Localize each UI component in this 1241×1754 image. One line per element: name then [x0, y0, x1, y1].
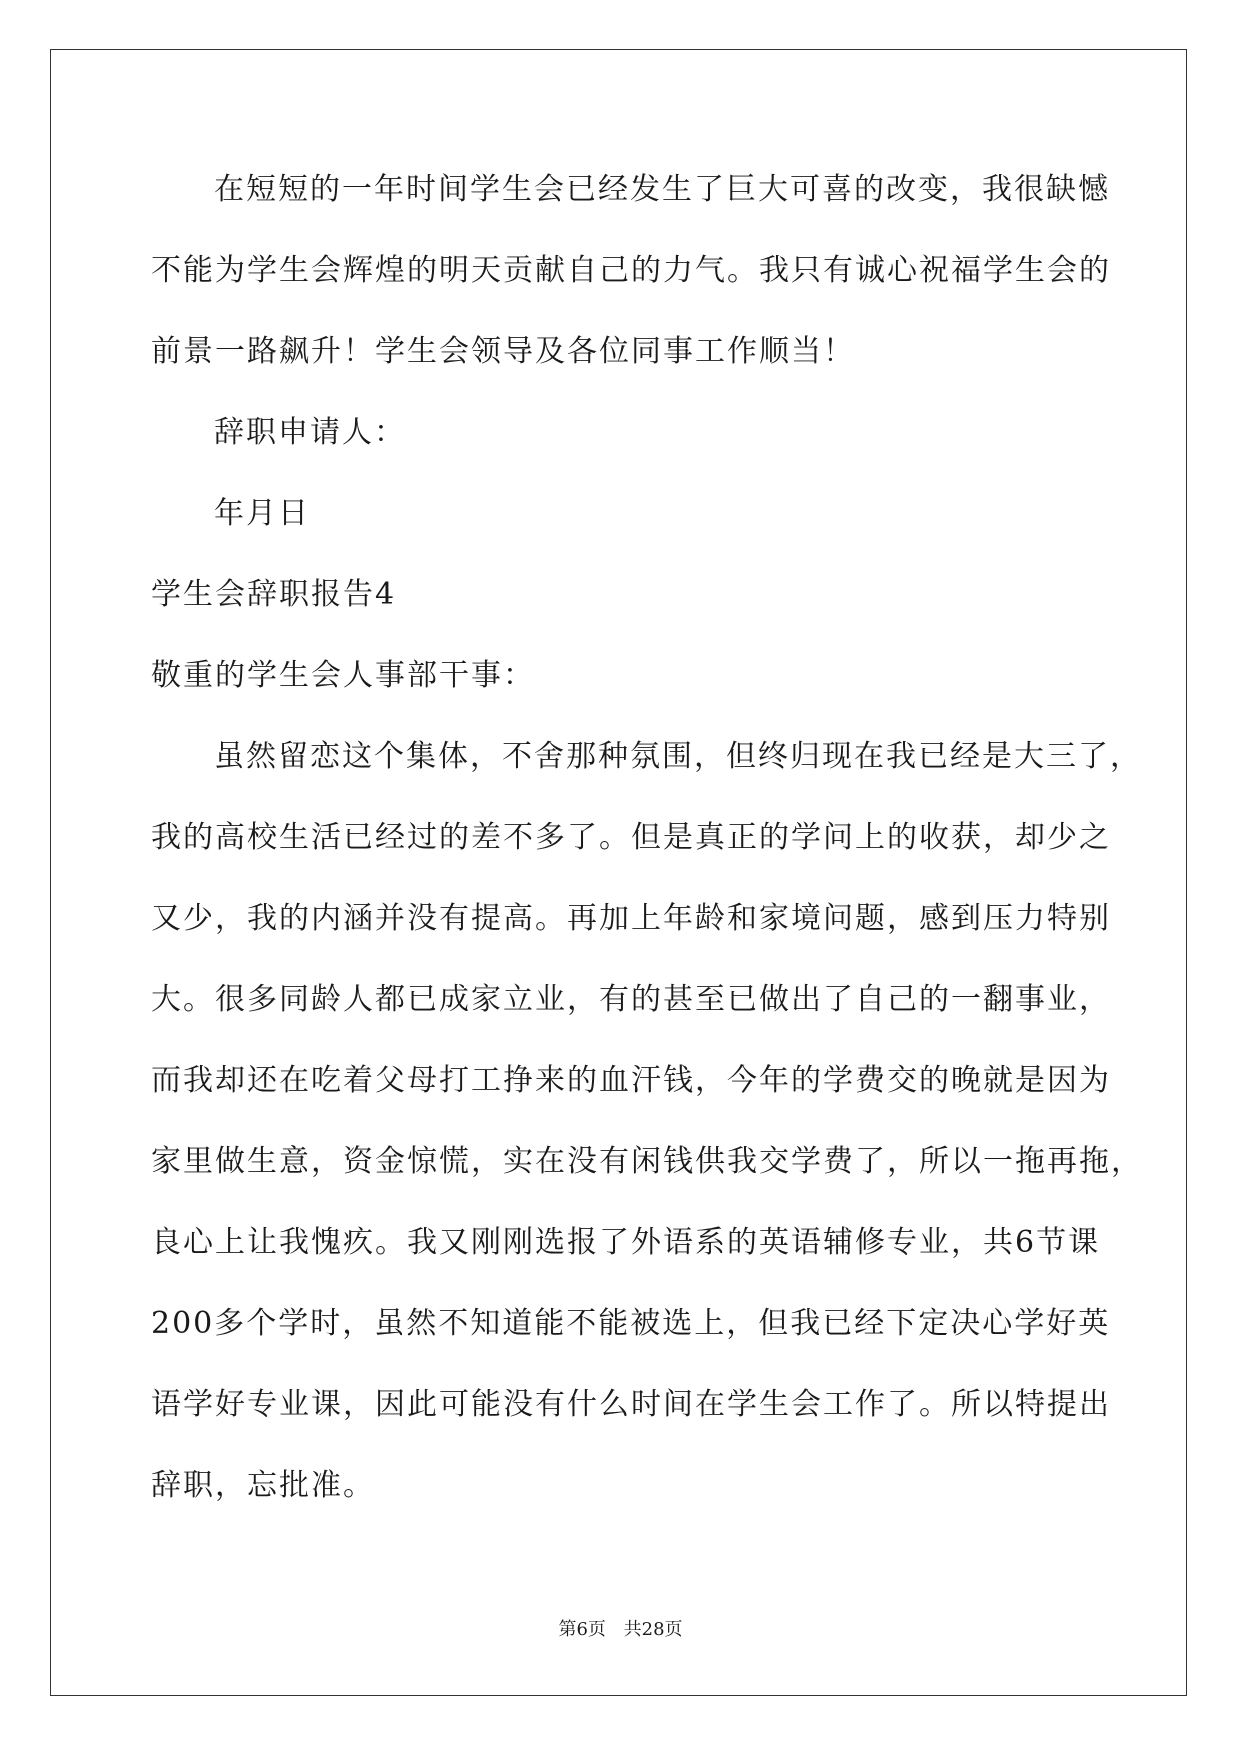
- paragraph-line: 虽然留恋这个集体，不舍那种氛围，但终归现在我已经是大三了，: [214, 739, 1142, 774]
- paragraph-line: 前景一路飙升！学生会领导及各位同事工作顺当！: [151, 334, 855, 369]
- page-total: 共28页: [623, 1619, 683, 1640]
- paragraph-line: 而我却还在吃着父母打工挣来的血汗钱，今年的学费交的晚就是因为: [151, 1063, 1111, 1098]
- paragraph-line: 又少，我的内涵并没有提高。再加上年龄和家境问题，感到压力特别: [151, 901, 1111, 936]
- paragraph-line: 不能为学生会辉煌的明天贡献自己的力气。我只有诚心祝福学生会的: [151, 253, 1111, 288]
- page-footer: [0, 1615, 1241, 1641]
- document-body: [151, 160, 1143, 1537]
- signature-label: 辞职申请人：: [214, 415, 406, 450]
- paragraph-line: 辞职，忘批准。: [151, 1468, 375, 1503]
- paragraph-line: 良心上让我愧疚。我又刚刚选报了外语系的英语辅修专业，共6节课: [151, 1225, 1101, 1260]
- paragraph-line: 语学好专业课，因此可能没有什么时间在学生会工作了。所以特提出: [151, 1387, 1111, 1422]
- page-number: 第6页: [558, 1619, 606, 1640]
- paragraph-line: 大。很多同龄人都已成家立业，有的甚至已做出了自己的一翻事业，: [151, 982, 1111, 1017]
- section-title: 学生会辞职报告4: [151, 577, 397, 612]
- date-label: 年月日: [214, 496, 310, 531]
- salutation: 敬重的学生会人事部干事：: [151, 658, 535, 693]
- paragraph-line: 我的高校生活已经过的差不多了。但是真正的学问上的收获，却少之: [151, 820, 1111, 855]
- paragraph-line: 在短短的一年时间学生会已经发生了巨大可喜的改变，我很缺憾: [214, 172, 1110, 207]
- paragraph-line: 200多个学时，虽然不知道能不能被选上，但我已经下定决心学好英: [151, 1306, 1111, 1341]
- paragraph-line: 家里做生意，资金惊慌，实在没有闲钱供我交学费了，所以一拖再拖，: [151, 1144, 1143, 1179]
